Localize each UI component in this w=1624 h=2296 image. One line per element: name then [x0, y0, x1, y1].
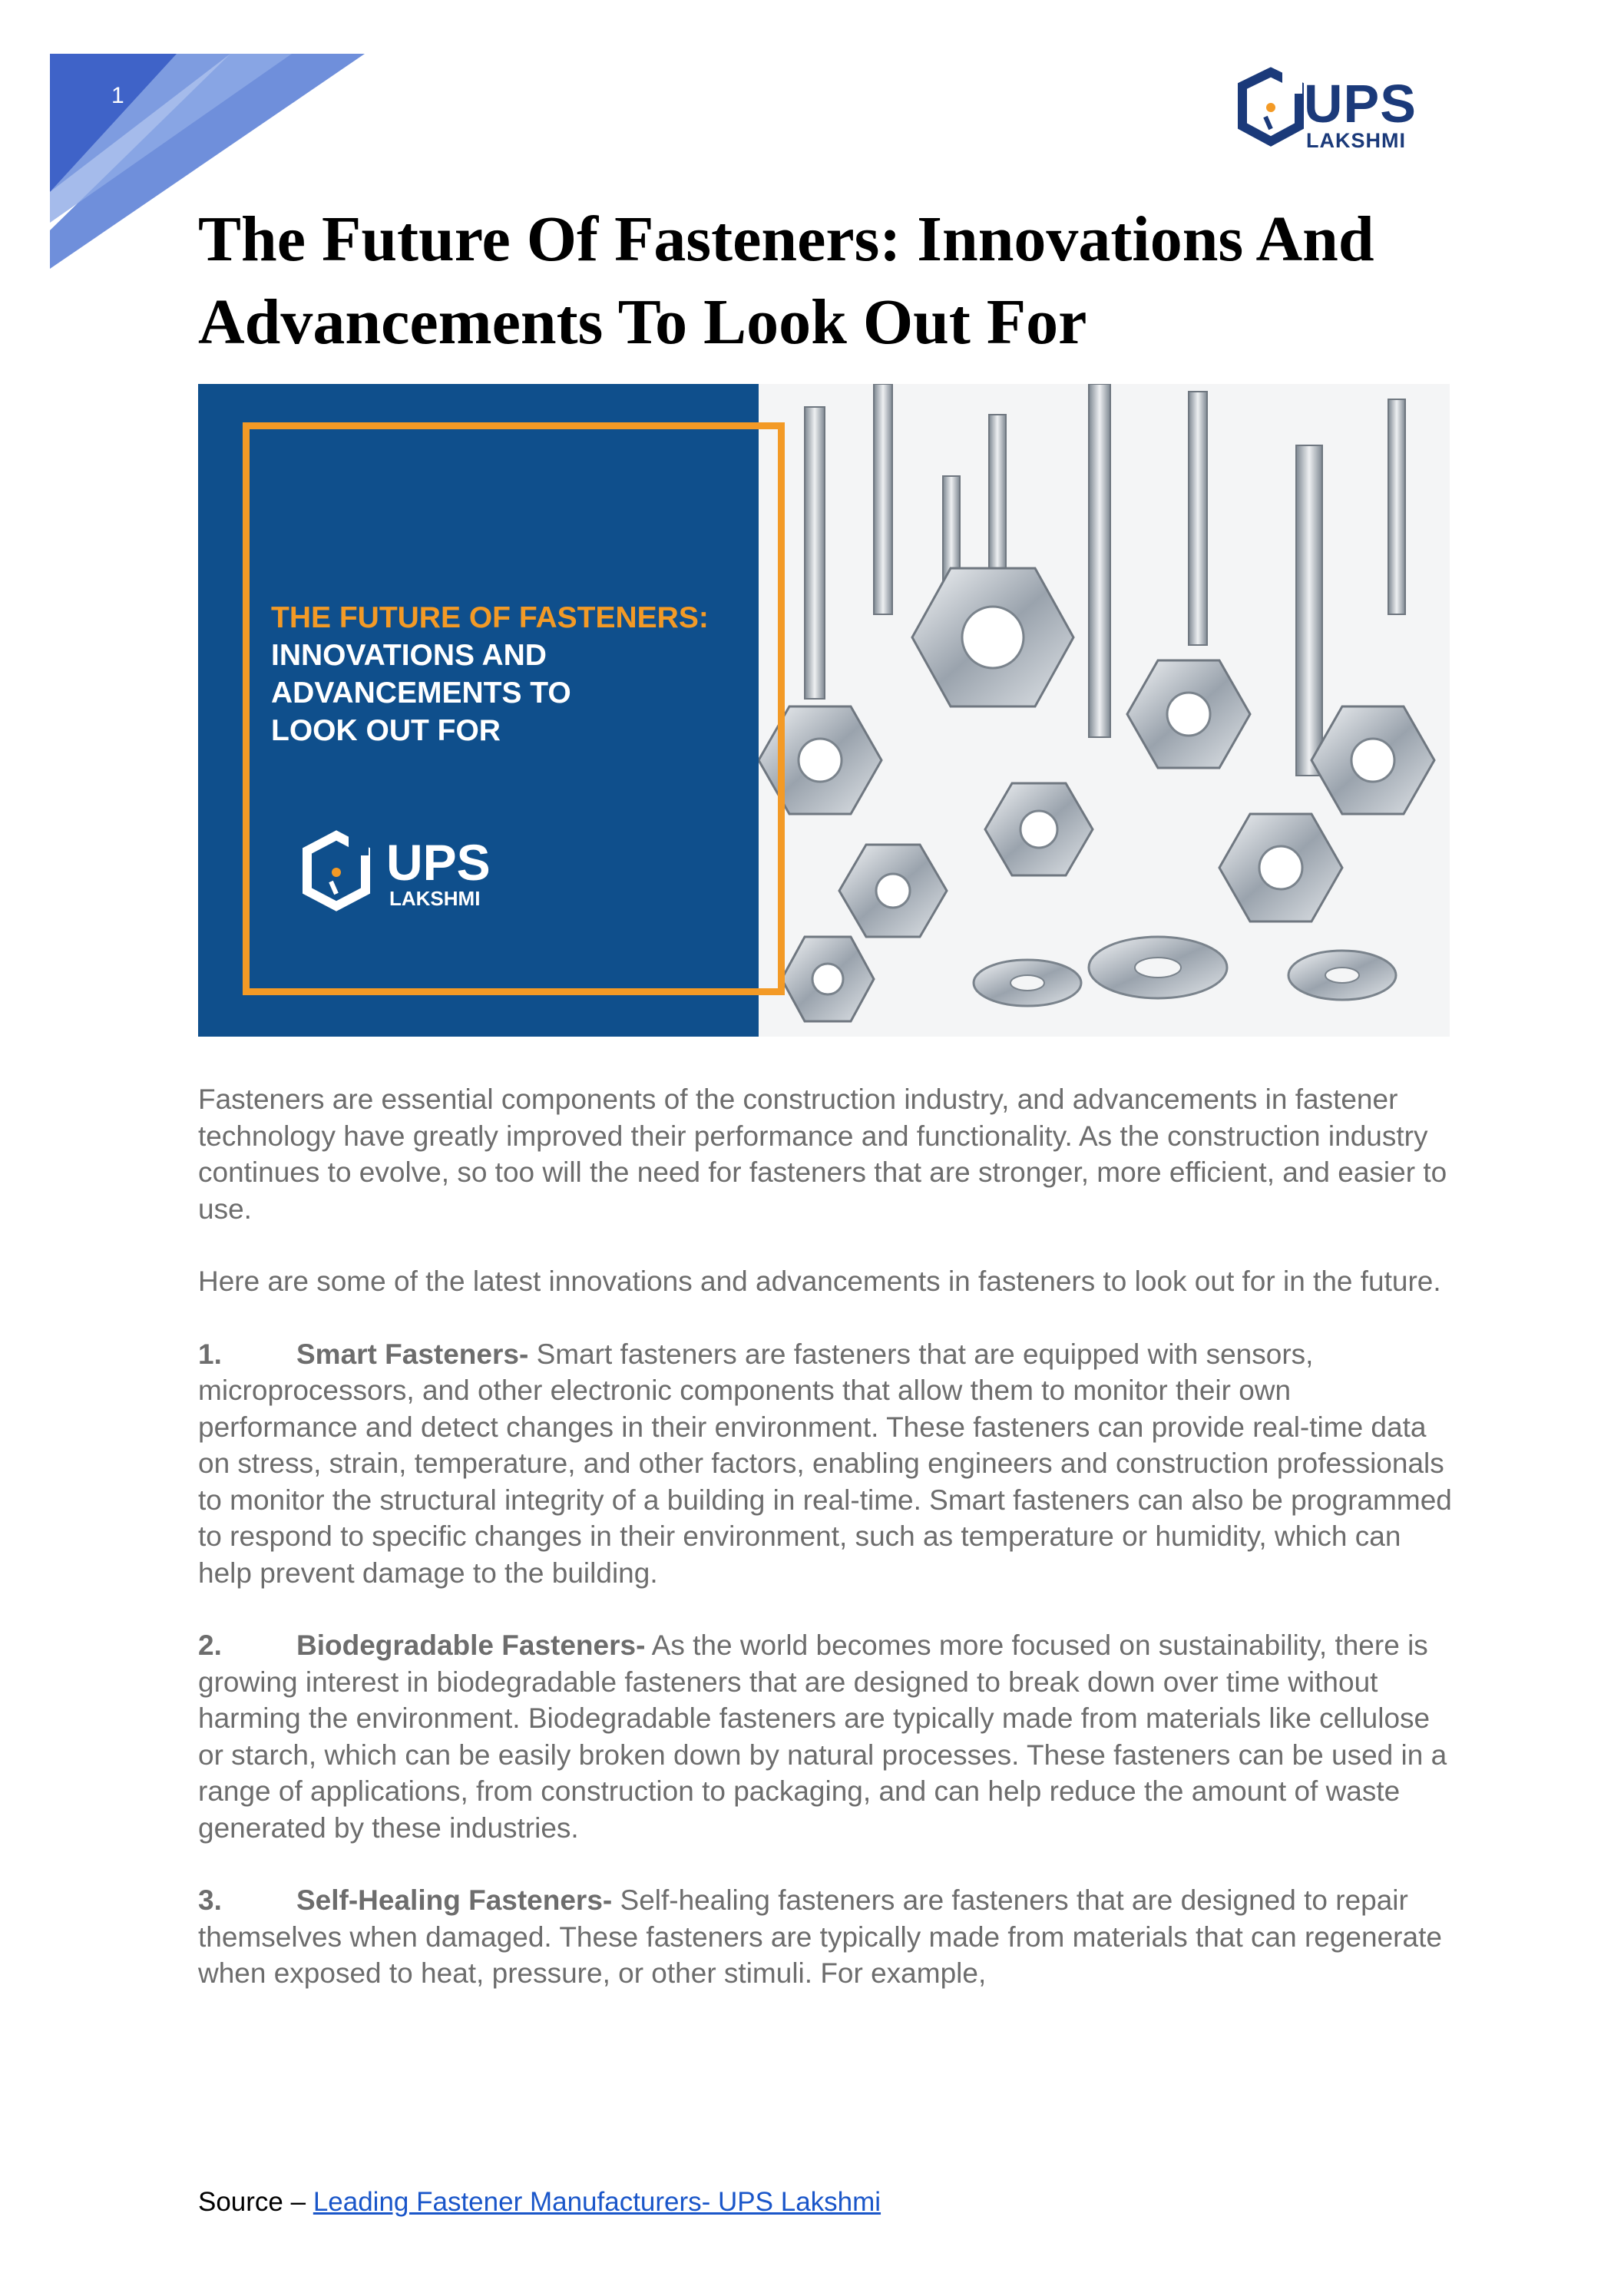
lead-paragraph: Here are some of the latest innovations and advancements in fasteners to look out for in the future. — [198, 1265, 1441, 1297]
item-text: Smart fasteners are fasteners that are equipped with sensors, microprocessors, and other electronic components that allow them to monitor their own performance and detect changes in their environment. These fasteners can provide real-time data on stress, strain, temperature, and other factors, enabling engineers and construction professionals to monitor the structural integrity of a building in real-time. Smart fasteners can also be programmed to respond to specific changes in their environment, such as temperature or humidity, which can help prevent damage to the building. — [198, 1338, 1452, 1589]
list-item — [198, 1627, 1457, 1846]
hero-title-line-1: THE FUTURE OF FASTENERS: — [271, 601, 709, 634]
list-item — [198, 1336, 1457, 1592]
source-footer — [198, 2187, 881, 2218]
item-number: 2. — [198, 1629, 222, 1661]
item-number: 1. — [198, 1338, 222, 1370]
hero-title-line-2: INNOVATIONS AND — [271, 639, 547, 672]
item-text: As the world becomes more focused on sustainability, there is growing interest in biodegradable fasteners that are designed to break down over time without harming the environment. Biodegradable fasteners are typically made from materials like cellulose or starch, which can be easily broken down by natural processes. These fasteners can be used in a range of applications, from construction to packaging, and can help reduce the amount of waste generated by these industries. — [198, 1629, 1447, 1844]
item-heading: Smart Fasteners- — [296, 1338, 529, 1370]
hero-logo-subtitle: LAKSHMI — [389, 887, 481, 910]
item-text: Self-healing fasteners are fasteners that are designed to repair themselves when damaged. These fasteners are typically made from materials that can regenerate when exposed to heat, pressure, or other stimuli. For example, — [198, 1884, 1442, 1989]
item-number: 3. — [198, 1884, 222, 1916]
hero-title-line-3: ADVANCEMENTS TO — [271, 677, 571, 710]
hero-title-line-4: LOOK OUT FOR — [271, 714, 501, 747]
article-body — [198, 1081, 1457, 2028]
hero-logo-wordmark: UPS — [386, 834, 491, 891]
source-prefix: Source – — [198, 2187, 313, 2217]
item-heading: Biodegradable Fasteners- — [296, 1629, 646, 1661]
list-item — [198, 1882, 1457, 1992]
page-title: The Future Of Fasteners: Innovations And Advancements To Look Out For — [198, 203, 1374, 358]
item-heading: Self-Healing Fasteners- — [296, 1884, 613, 1916]
page-number: 1 — [111, 83, 124, 108]
logo-wordmark: UPS — [1304, 74, 1417, 134]
hero-title — [271, 599, 762, 749]
intro-paragraph: Fasteners are essential components of the construction industry, and advancements in fastener technology have greatly improved their performance and functionality. As the construction industry continues to evolve, so too will the need for fasteners that are stronger, more efficient, and easier to use. — [198, 1083, 1447, 1225]
fasteners-image — [759, 384, 1450, 1037]
logo-subtitle: LAKSHMI — [1306, 129, 1406, 152]
hero-banner — [198, 384, 1450, 1037]
source-link[interactable]: Leading Fastener Manufacturers- UPS Lakshmi — [313, 2187, 881, 2217]
